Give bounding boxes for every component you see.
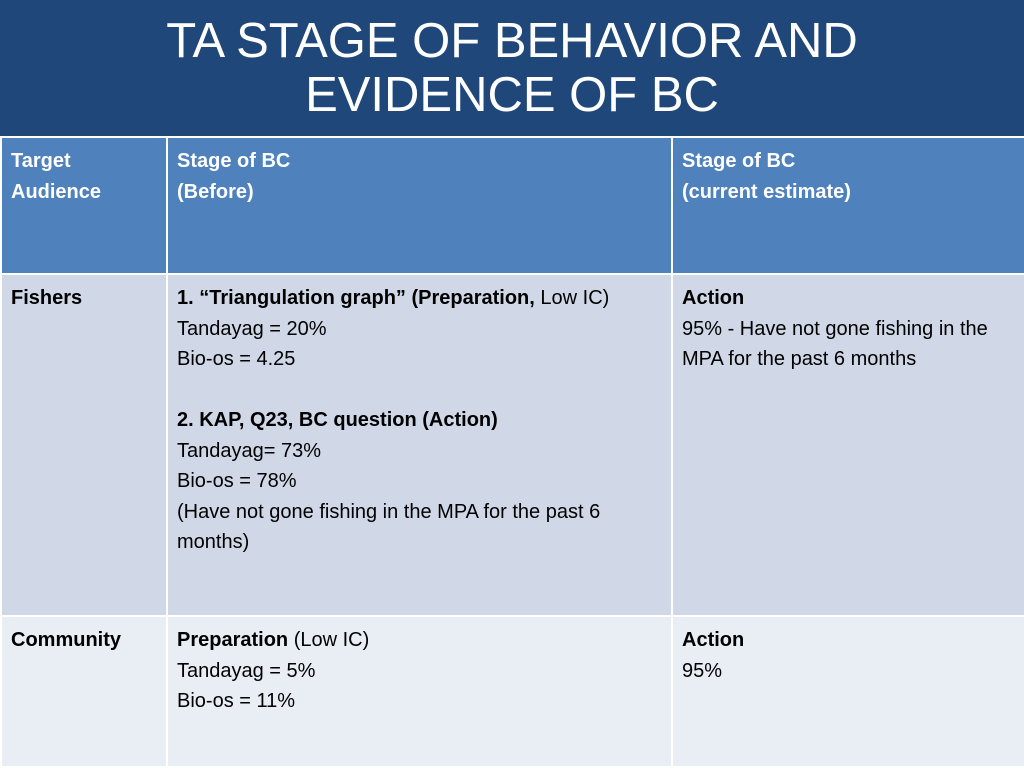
- header-target-audience-line-2: Audience: [11, 180, 102, 203]
- header-stage-current: [672, 137, 1024, 274]
- header-target-audience-line-1: Target: [11, 150, 71, 172]
- fishers-item-2-line-3: (Have not gone fishing in the MPA for the past 6 months): [177, 500, 601, 553]
- header-stage-current-line-1: Stage of BC: [682, 150, 796, 172]
- cell-current-community: [672, 616, 1024, 767]
- cell-before-fishers: [167, 274, 672, 616]
- fishers-item-1: [177, 283, 662, 314]
- fishers-item-1-rest: Low IC): [534, 287, 610, 309]
- header-stage-before: [167, 137, 672, 274]
- community-current-stage: Action: [682, 629, 745, 651]
- fishers-item-2-bold: 2. KAP, Q23, BC question (Action): [177, 409, 498, 431]
- fishers-item-2-line-2: Bio-os = 78%: [177, 470, 297, 492]
- community-current-detail: 95%: [682, 659, 723, 682]
- fishers-current-stage: Action: [682, 287, 745, 309]
- slide-title-line-1: TA STAGE OF BEHAVIOR AND: [166, 14, 858, 68]
- fishers-item-1-line-2: Bio-os = 4.25: [177, 348, 296, 370]
- community-stage-bold: Preparation: [177, 629, 289, 651]
- header-stage-before-line-1: Stage of BC: [177, 150, 291, 172]
- fishers-item-1-line-1: Tandayag = 20%: [177, 317, 327, 340]
- community-line-2: Bio-os = 11%: [177, 690, 296, 712]
- header-stage-current-line-2: (current estimate): [682, 180, 851, 203]
- header-stage-before-line-2: (Before): [177, 180, 254, 203]
- community-stage-rest: (Low IC): [288, 629, 370, 651]
- slide-title-line-2: EVIDENCE OF BC: [305, 68, 719, 122]
- cell-before-community: [167, 616, 672, 767]
- title-bar: [0, 0, 1024, 136]
- cell-current-fishers: [672, 274, 1024, 616]
- behavior-stage-table: [0, 136, 1024, 768]
- community-stage: [177, 625, 662, 656]
- table-row-community: [1, 616, 1024, 767]
- table-header-row: [1, 137, 1024, 274]
- cell-audience-community: Community: [1, 616, 167, 767]
- cell-audience-fishers: Fishers: [1, 274, 167, 616]
- community-line-1: Tandayag = 5%: [177, 659, 316, 682]
- spacer: [177, 375, 662, 406]
- fishers-item-1-bold: 1. “Triangulation graph” (Preparation,: [177, 287, 535, 309]
- slide-title: [166, 14, 858, 122]
- header-target-audience: [1, 137, 167, 274]
- fishers-item-2-line-1: Tandayag= 73%: [177, 439, 322, 462]
- table-row-fishers: [1, 274, 1024, 616]
- fishers-current-detail: 95% - Have not gone fishing in the MPA for the past 6 months: [682, 317, 988, 370]
